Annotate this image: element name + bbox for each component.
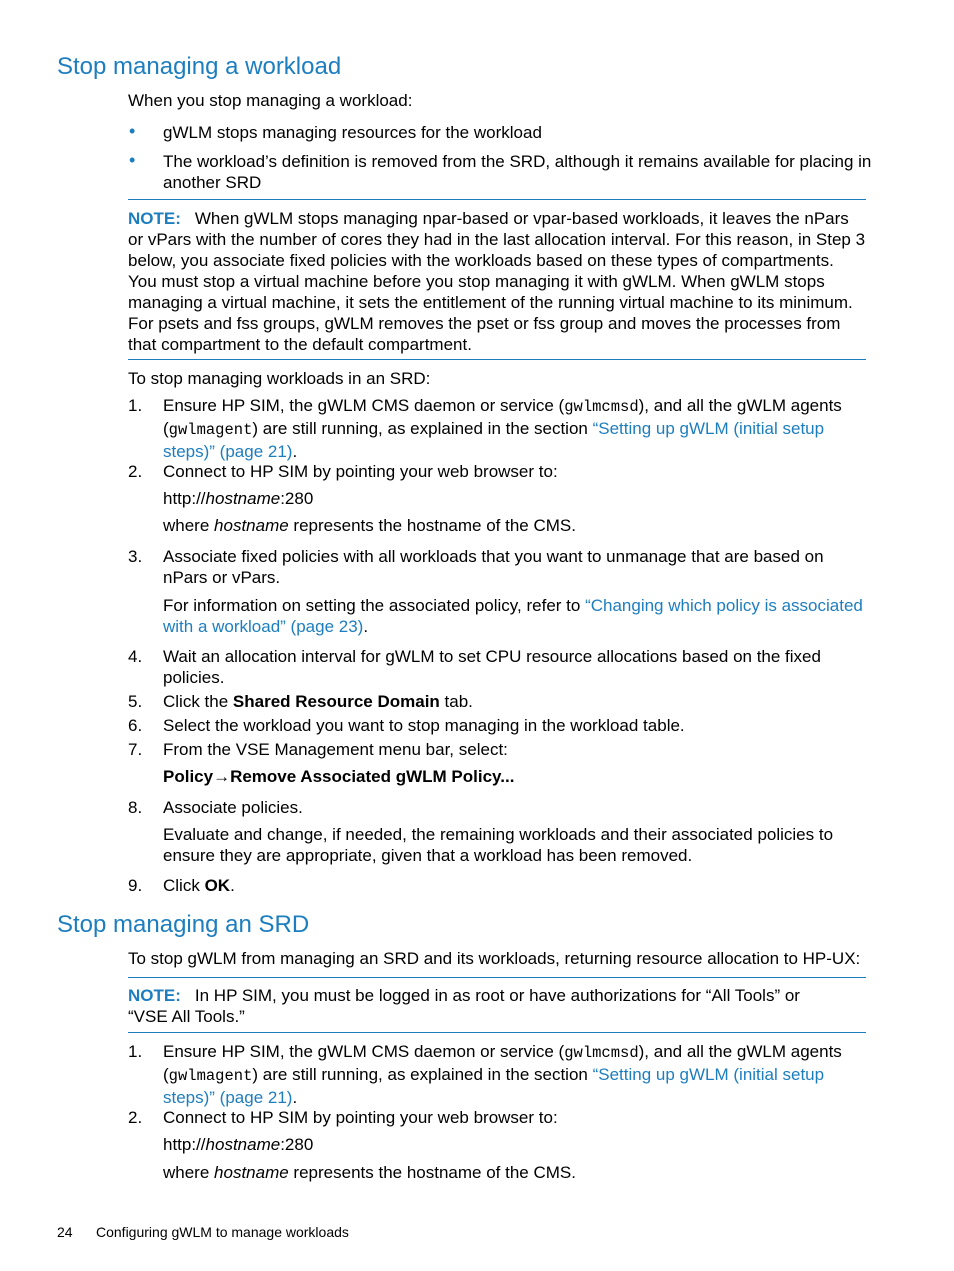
step-number: 7. [128, 740, 143, 759]
note-label: NOTE: [128, 986, 181, 1005]
where-text: where hostname represents the hostname of the CMS. [163, 516, 576, 535]
section-intro: When you stop managing a workload: [128, 91, 413, 110]
step-number: 1. [128, 396, 143, 415]
steps-intro: To stop managing workloads in an SRD: [128, 369, 431, 388]
step-number: 9. [128, 876, 143, 895]
section-heading-stop-workload: Stop managing a workload [57, 53, 342, 80]
note-box [128, 985, 828, 1027]
step-number: 4. [128, 647, 143, 666]
footer-title: Configuring gWLM to manage workloads [96, 1224, 349, 1240]
note-text: In HP SIM, you must be logged in as root or have authorizations for “All Tools” or “VSE All Tools.” [128, 986, 800, 1026]
link-setting-up-gwlm[interactable]: “Setting up gWLM (initial setup steps)” (page 21) [163, 419, 825, 461]
step-5-text: Click the Shared Resource Domain tab. [163, 692, 473, 711]
step-7-text: From the VSE Management menu bar, select: [163, 740, 508, 759]
code-gwlmagent: gwlmagent [168, 1067, 253, 1085]
code-gwlmcmsd: gwlmcmsd [564, 1044, 639, 1062]
step-number: 5. [128, 692, 143, 711]
step-2-text: Connect to HP SIM by pointing your web browser to: [163, 1108, 558, 1127]
bullet-icon: • [129, 150, 136, 170]
step-8-detail: Evaluate and change, if needed, the remaining workloads and their associated policies to ensure they are appropriate, given that a workload has been removed. [163, 825, 834, 865]
note-top-rule [128, 199, 866, 200]
step-3-info: For information on setting the associated policy, refer to “Changing which policy is associated with a workload” (page 23). [163, 596, 863, 636]
menu-path: Policy→Remove Associated gWLM Policy... [163, 767, 515, 786]
step-number: 8. [128, 798, 143, 817]
ok-label: OK [204, 876, 231, 895]
note-label: NOTE: [128, 209, 181, 228]
note-text: When gWLM stops managing npar-based or vpar-based workloads, it leaves the nPars or vPars with the number of cores they had in the last allocation interval. For this reason, in Step 3 below, you associate fixed policies with the workloads based on these types of compartments. You must stop a virtual machine before you stop managing it with gWLM. When gWLM stops managing a virtual machine, it sets the entitlement of the running virtual machine to its minimum. For psets and fss groups, gWLM removes the pset or fss group and moves the processes from that compartment to the default compartment. [128, 209, 866, 354]
link-changing-policy[interactable]: “Changing which policy is associated with a workload” (page 23) [163, 596, 863, 636]
section-heading-stop-srd: Stop managing an SRD [57, 911, 310, 938]
note-bottom-rule [128, 359, 866, 360]
step-3-text: Associate fixed policies with all workloads that you want to unmanage that are based on nPars or vPars. [163, 547, 824, 587]
step-4-text: Wait an allocation interval for gWLM to set CPU resource allocations based on the fixed policies. [163, 647, 821, 687]
bullet-item: The workload’s definition is removed from the SRD, although it remains available for placing in another SRD [163, 152, 872, 192]
code-gwlmagent: gwlmagent [168, 421, 253, 439]
tab-name-shared-resource-domain: Shared Resource Domain [232, 692, 440, 711]
step-1-text: Ensure HP SIM, the gWLM CMS daemon or service (gwlmcmsd), and all the gWLM agents (gwlmagent) are still running, as explained in the section “Setting up gWLM (initial setup steps)” (page 21). [163, 1042, 842, 1107]
step-number: 1. [128, 1042, 143, 1061]
step-1-text: Ensure HP SIM, the gWLM CMS daemon or service (gwlmcmsd), and all the gWLM agents (gwlmagent) are still running, as explained in the section “Setting up gWLM (initial setup steps)” (page 21). [163, 396, 842, 461]
step-6-text: Select the workload you want to stop managing in the workload table. [163, 716, 685, 735]
step-number: 3. [128, 547, 143, 566]
step-number: 2. [128, 462, 143, 481]
bullet-item: gWLM stops managing resources for the workload [163, 123, 542, 142]
step-number: 2. [128, 1108, 143, 1127]
where-text: where hostname represents the hostname of the CMS. [163, 1163, 576, 1182]
note-top-rule [128, 977, 866, 978]
code-gwlmcmsd: gwlmcmsd [564, 398, 639, 416]
step-8-text: Associate policies. [163, 798, 303, 817]
step-9-text: Click OK. [163, 876, 235, 895]
step-number: 6. [128, 716, 143, 735]
url-text: http://hostname:280 [163, 1135, 314, 1154]
note-box [128, 208, 866, 355]
bullet-icon: • [129, 121, 136, 141]
link-setting-up-gwlm[interactable]: “Setting up gWLM (initial setup steps)” (page 21) [163, 1065, 825, 1107]
section-intro: To stop gWLM from managing an SRD and its workloads, returning resource allocation to HP-UX: [128, 949, 861, 968]
url-text: http://hostname:280 [163, 489, 314, 508]
step-2-text: Connect to HP SIM by pointing your web browser to: [163, 462, 558, 481]
page-number: 24 [57, 1224, 73, 1240]
note-bottom-rule [128, 1032, 866, 1033]
